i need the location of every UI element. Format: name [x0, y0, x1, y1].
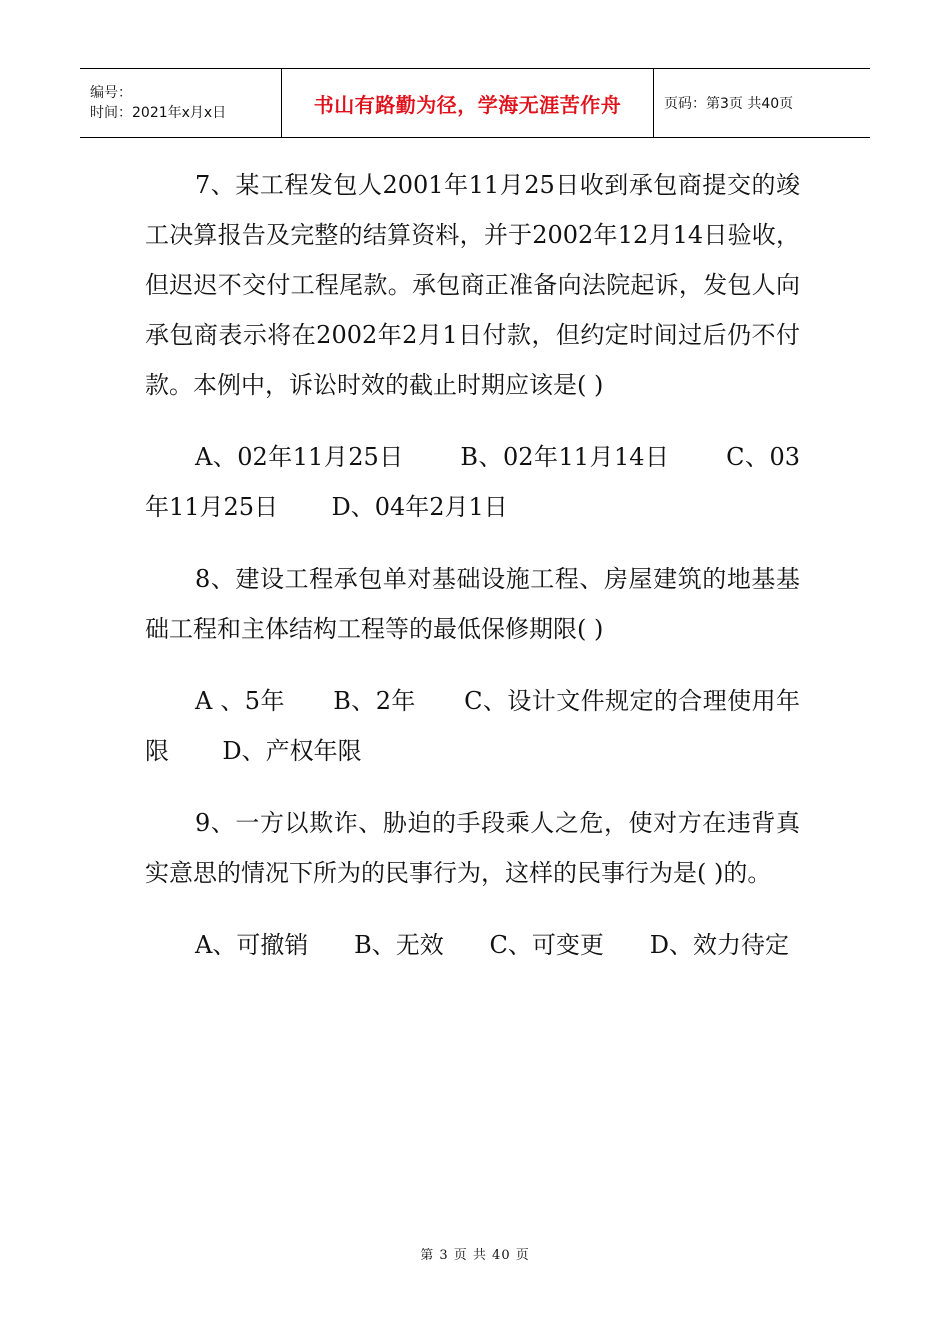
header-motto: 书山有路勤为径，学海无涯苦作舟 — [313, 92, 622, 117]
option-a: A 、5年 — [195, 687, 285, 715]
option-d: D、产权年限 — [222, 737, 362, 765]
option-a: A、可撤销 — [195, 931, 309, 959]
document-number: 编号： — [90, 85, 132, 101]
option-a: A、02年11月25日 — [195, 443, 404, 471]
document-body — [145, 160, 800, 970]
question-9 — [145, 798, 800, 898]
question-text: 9、一方以欺诈、胁迫的手段乘人之危，使对方在违背真实意思的情况下所为的民事行为，这样的民事行为是( )的。 — [145, 809, 800, 887]
option-c: C、可变更 — [489, 931, 604, 959]
option-b: B、无效 — [354, 931, 444, 959]
header-meta — [80, 69, 282, 137]
question-text: 7、某工程发包人2001年11月25日收到承包商提交的竣工决算报告及完整的结算资料，并于2002年12月14日验收，但迟迟不交付工程尾款。承包商正准备向法院起诉，发包人向承包商表示将在2002年2月1日付款，但约定时间过后仍不付款。本例中，诉讼时效的截止时期应该是( ) — [145, 171, 800, 399]
option-d: D、04年2月1日 — [331, 493, 508, 521]
question-7 — [145, 160, 800, 410]
option-b: B、02年11月14日 — [460, 443, 670, 471]
question-8-options — [145, 676, 800, 776]
header-motto-cell — [282, 69, 654, 137]
header-page-number: 页码：第3页 共40页 — [664, 96, 794, 112]
question-8 — [145, 554, 800, 654]
page-header — [80, 68, 870, 138]
option-c: C、03年11月25日 — [145, 443, 800, 521]
option-c: C、设计文件规定的合理使用年限 — [145, 687, 800, 765]
question-7-options — [145, 432, 800, 532]
header-page-cell — [654, 69, 870, 137]
document-date: 时间：2021年x月x日 — [90, 105, 227, 121]
footer-page-number: 第 3 页 共 40 页 — [420, 1248, 530, 1263]
question-9-options — [145, 920, 800, 970]
option-b: B、2年 — [333, 687, 416, 715]
page-footer — [0, 1244, 950, 1263]
question-text: 8、建设工程承包单对基础设施工程、房屋建筑的地基基础工程和主体结构工程等的最低保修期限( ) — [145, 565, 800, 643]
option-d: D、效力待定 — [649, 931, 789, 959]
